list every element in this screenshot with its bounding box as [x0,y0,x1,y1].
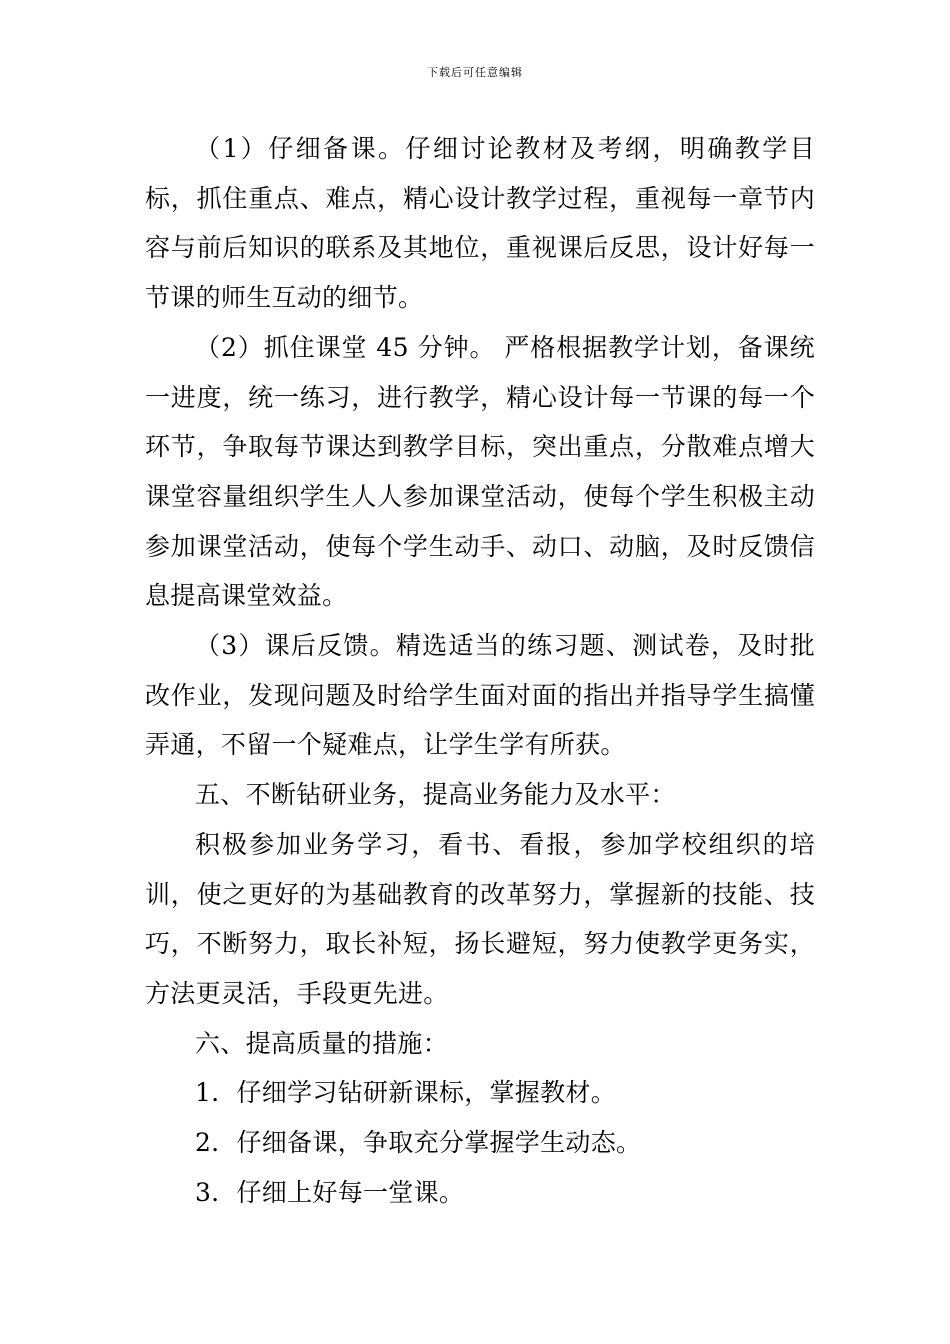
list-item-2: 2．仔细备课，争取充分掌握学生动态。 [195,1128,642,1158]
paragraph-careful-preparation: （1）仔细备课。仔细讨论教材及考纲，明确教学目标，抓住重点、难点，精心设计教学过程，重视每一章节内容与前后知识的联系及其地位，重视课后反思，设计好每一节课的师生互动的细节。 [145,134,815,313]
page-header: 下载后可任意编辑 [427,66,523,79]
section-heading-five: 五、不断钻研业务，提高业务能力及水平： [195,780,676,810]
section-heading-six: 六、提高质量的措施： [195,1028,449,1058]
list-item-3: 3．仔细上好每一堂课。 [195,1177,465,1207]
paragraph-class-45-minutes: （2）抓住课堂 45 分钟。 严格根据教学计划，备课统一进度，统一练习，进行教学，精心设计每一节课的每一个环节，争取每节课达到教学目标，突出重点，分散难点增大课堂容量组织学生人人参加课堂活动，使每个学生积极主动参加课堂活动，使每个学生动手、动口、动脑，及时反馈信息提高课堂效益。 [145,332,815,611]
document-body [145,124,815,1217]
paragraph-professional-study: 积极参加业务学习，看书、看报，参加学校组织的培训，使之更好的为基础教育的改革努力，掌握新的技能、技巧，不断努力，取长补短，扬长避短，努力使教学更务实，方法更灵活，手段更先进。 [145,829,815,1008]
paragraph-after-class-feedback: （3）课后反馈。精选适当的练习题、测试卷，及时批改作业，发现问题及时给学生面对面的指出并指导学生搞懂弄通，不留一个疑难点，让学生学有所获。 [145,631,815,760]
list-item-1: 1．仔细学习钻研新课标，掌握教材。 [195,1078,617,1108]
